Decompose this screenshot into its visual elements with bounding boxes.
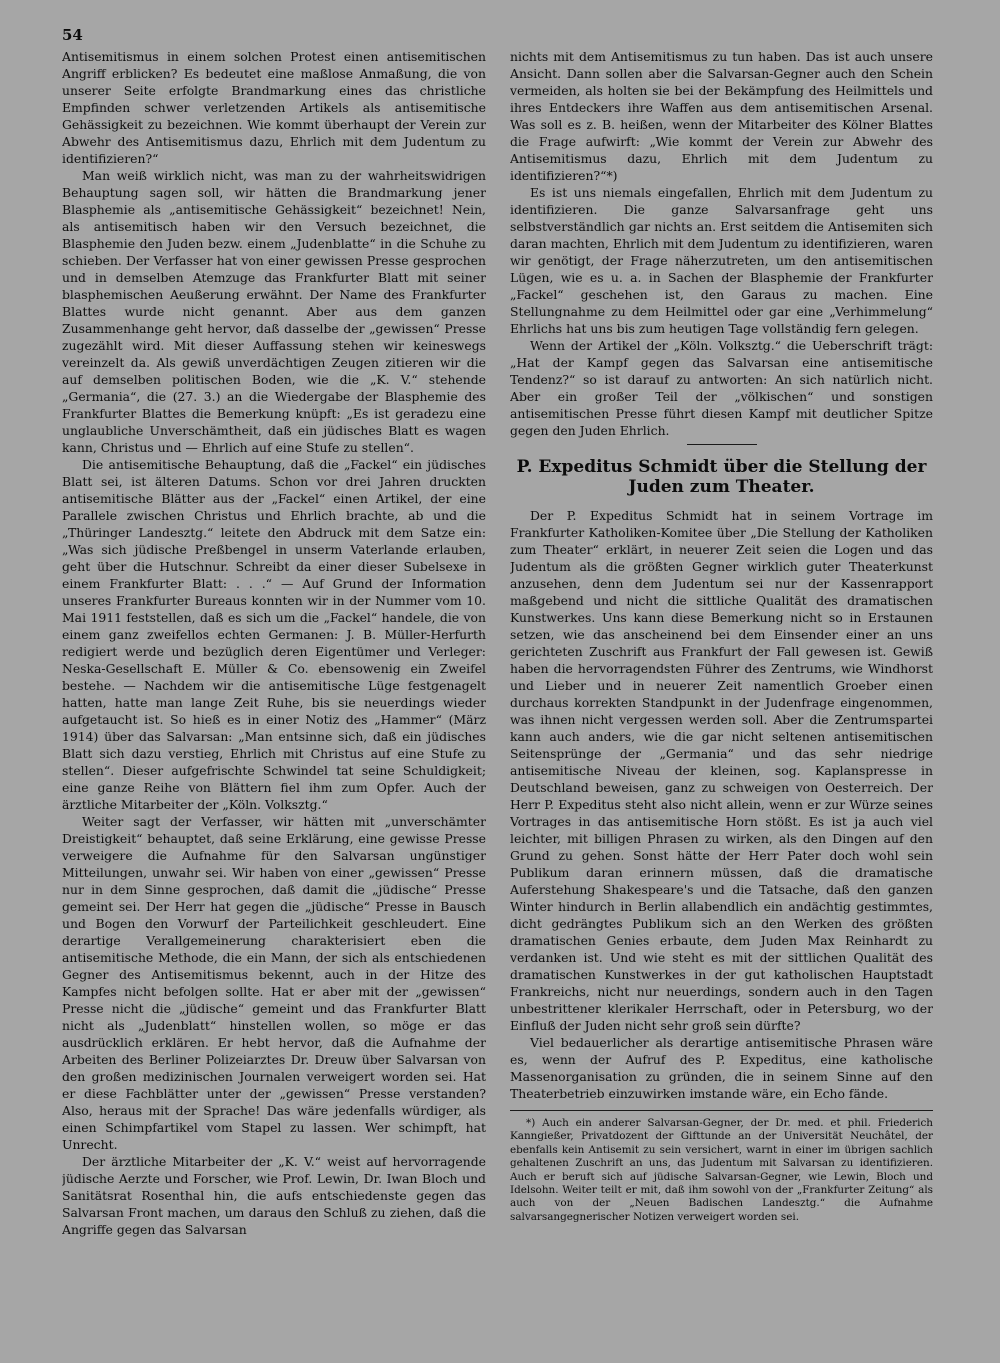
article-title: P. Expeditus Schmidt über die Stellung der Juden zum Theater. — [516, 457, 927, 497]
paragraph: Antisemitismus in einem solchen Protest einen antisemitischen Angriff erblicken? Es bedeutet eine maßlose Anmaßung, die von unserer Seite erfolgte Brandmarkung eines das christliche Empfinden schwer verletzenden Artikels als antisemitische Gehässigkeit zu bezeichnen. Wie kommt überhaupt der Verein zur Abwehr des Antisemitismus dazu, Ehrlich mit dem Judentum zu identifizieren?“ — [62, 49, 486, 166]
section-divider — [687, 444, 757, 445]
paragraph: nichts mit dem Antisemitismus zu tun haben. Das ist auch unsere Ansicht. Dann sollen aber die Salvarsan-Gegner auch den Schein vermeiden, als holten sie bei der Bekämpfung des Heilmittels und ihres Entdeckers ihre Waffen aus dem antisemitischen Arsenal. Was soll es z. B. heißen, wenn der Mitarbeiter des Kölner Blattes die Frage aufwirft: „Wie kommt der Verein zur Abwehr des Antisemitismus dazu, Ehrlich mit dem Judentum zu identifizieren?“*) — [510, 49, 933, 183]
paragraph: Die antisemitische Behauptung, daß die „Fackel“ ein jüdisches Blatt sei, ist älteren Datums. Schon vor drei Jahren druckten antisemitische Blätter aus der „Fackel“ einen Artikel, der eine Parallele zwischen Christus und Ehrlich brachte, ab und die „Thüringer Landesztg.“ leitete den Abdruck mit dem Satze ein: „Was sich jüdische Preßbengel in unserm Vaterlande erlauben, geht über die Hutschnur. Schreibt da einer dieser Subelsexe in einem Frankfurter Blatt: . . .“ — Auf Grund der Information unseres Frankfurter Bureaus konnten wir in der Nummer vom 10. Mai 1911 feststellen, daß es sich um die „Fackel“ handele, die von einem ganz zweifellos echten Germanen: J. B. Müller-Herfurth redigiert werde und bezüglich deren Eigentümer und Verleger: Neska-Gesellschaft E. Müller & Co. ebensowenig ein Zweifel bestehe. — Nachdem wir die antisemitische Lüge festgenagelt hatten, hatte man lange Zeit Ruhe, bis sie neuerdings wieder aufgetaucht ist. So hieß es in einer Notiz des „Hammer“ (März 1914) über das Salvarsan: „Man entsinne sich, daß ein jüdisches Blatt sich dazu verstieg, Ehrlich mit Christus auf eine Stufe zu stellen“. Dieser aufgefrischte Schwindel tat seine Schuldigkeit; eine ganze Reihe von Blättern fiel ihm zum Opfer. Auch der ärztliche Mitarbeiter der „Köln. Volksztg.“ — [62, 457, 486, 812]
page-number: 54 — [62, 26, 83, 44]
right-column — [510, 48, 933, 1349]
paragraph: Weiter sagt der Verfasser, wir hätten mit „unverschämter Dreistigkeit“ behauptet, daß seine Erklärung, eine gewisse Presse verweigere die Aufnahme für den Salvarsan ungünstiger Mitteilungen, unwahr sei. Wir haben von einer „gewissen“ Presse nur in dem Sinne gesprochen, daß damit die „jüdische“ Presse gemeint sei. Der Herr hat gegen die „jüdische“ Presse in Bausch und Bogen den Vorwurf der Parteilichkeit geschleudert. Eine derartige Verallgemeinerung charakterisiert eben die antisemitische Methode, die ein Mann, der sich als entschiedenen Gegner des Antisemitismus bekennt, auch in der Hitze des Kampfes nicht befolgen sollte. Hat er aber mit der „gewissen“ Presse nicht die „jüdische“ gemeint und das Frankfurter Blatt nicht als „Judenblatt“ hinstellen wollen, so möge er das ausdrücklich erklären. Er hebt hervor, daß die Aufnahme der Arbeiten des Berliner Polizeiarztes Dr. Dreuw über Salvarsan von den großen medizinischen Journalen verweigert worden sei. Hat er diese Fachblätter unter der „gewissen“ Presse verstanden? Also, heraus mit der Sprache! Das wäre jedenfalls würdiger, als einen Schimpfartikel vom Stapel zu lassen. Wer schimpft, hat Unrecht. — [62, 814, 486, 1152]
paragraph: Es ist uns niemals eingefallen, Ehrlich mit dem Judentum zu identifizieren. Die ganze Salvarsanfrage geht uns selbstverständlich gar nichts an. Erst seitdem die Antisemiten sich daran machten, Ehrlich mit dem Judentum zu identifizieren, waren wir genötigt, der Frage näherzutreten, um den antisemitischen Lügen, wie es u. a. in Sachen der Blasphemie der Frankfurter „Fackel“ geschehen ist, den Garaus zu machen. Eine Stellungnahme zu dem Heilmittel oder gar eine „Verhimmelung“ Ehrlichs hat uns bis zum heutigen Tage vollständig fern gelegen. — [510, 185, 933, 336]
paragraph: Viel bedauerlicher als derartige antisemitische Phrasen wäre es, wenn der Aufruf des P. Expeditus, eine katholische Massenorganisation zu gründen, die in seinem Sinne auf den Theaterbetrieb einzuwirken imstande wäre, ein Echo fände. — [510, 1035, 933, 1101]
footnote — [510, 1110, 933, 1224]
paragraph: Man weiß wirklich nicht, was man zu der wahrheitswidrigen Behauptung sagen soll, wir hätten die Brandmarkung jener Blasphemie als „antisemitische Gehässigkeit“ bezeichnet! Nein, als antisemitisch haben wir den Versuch bezeichnet, die Blasphemie den Juden bezw. einem „Judenblatte“ in die Schuhe zu schieben. Der Verfasser hat von einer gewissen Presse gesprochen und in demselben Atemzuge das Frankfurter Blatt mit seiner blasphemischen Aeußerung erwähnt. Der Name des Frankfurter Blattes wurde nicht genannt. Aber aus dem ganzen Zusammenhange geht hervor, daß dasselbe der „gewissen“ Presse zugezählt wird. Mit dieser Auffassung stehen wir keineswegs vereinzelt da. Als gewiß unverdächtigen Zeugen zitieren wir die auf demselben politischen Boden, wie die „K. V.“ stehende „Germania“, die (27. 3.) an die Wiedergabe der Blasphemie des Frankfurter Blattes die Bemerkung knüpft: „Es ist geradezu eine unglaubliche Unverschämtheit, daß ein jüdisches Blatt es wagen kann, Christus und — Ehrlich auf eine Stufe zu stellen“. — [62, 168, 486, 455]
paragraph: Der P. Expeditus Schmidt hat in seinem Vortrage im Frankfurter Katholiken-Komitee über „Die Stellung der Katholiken zum Theater“ erklärt, in neuerer Zeit seien die Logen und das Judentum als die größten Gegner wirklich guter Theaterkunst anzusehen, denn dem Judentum sei nur der Kassenrapport maßgebend und nicht die sittliche Qualität des dramatischen Kunstwerkes. Uns kann diese Bemerkung nicht so in Erstaunen setzen, wie das anscheinend bei dem Einsender einer an uns gerichteten Zuschrift aus Frankfurt der Fall gewesen ist. Gewiß haben die hervorragendsten Führer des Zentrums, wie Windhorst und Lieber und in neuerer Zeit namentlich Groeber einen durchaus korrekten Standpunkt in der Judenfrage eingenommen, was ihnen nicht vergessen werden soll. Aber die Zentrumspartei kann auch anders, wie die gar nicht seltenen antisemitischen Seitensprünge der „Germania“ und das sehr niedrige antisemitische Niveau der kleinen, sog. Kaplanspresse in Deutschland beweisen, ganz zu schweigen von Oesterreich. Der Herr P. Expeditus steht also nicht allein, wenn er zur Würze seines Vortrages in das antisemitische Horn stößt. Es ist ja auch viel leichter, mit billigen Phrasen zu wirken, als den Dingen auf den Grund zu gehen. Sonst hätte der Herr Pater doch wohl sein Publikum daran erinnern müssen, daß die dramatische Auferstehung Shakespeare's und die Tatsache, daß den ganzen Winter hindurch in Berlin allabendlich ein andächtig gestimmtes, dicht gedrängtes Publikum sich an den Werken des größten dramatischen Genies erbaute, dem Juden Max Reinhardt zu verdanken ist. Und wie steht es mit der sittlichen Qualität des dramatischen Kunstwerkes in der gut katholischen Hauptstadt Frankreichs, nicht nur neuerdings, sondern auch in den Tagen unbestrittener klerikaler Herrschaft, oder in Petersburg, wo der Einfluß der Juden nicht sehr groß sein dürfte? — [510, 508, 933, 1033]
paragraph: Wenn der Artikel der „Köln. Volksztg.“ die Ueberschrift trägt: „Hat der Kampf gegen das Salvarsan eine antisemitische Tendenz?“ so ist darauf zu antworten: An sich natürlich nicht. Aber ein großer Teil der „völkischen“ und sonstigen antisemitischen Presse führt diesen Kampf mit deutlicher Spitze gegen den Juden Ehrlich. — [510, 338, 933, 438]
footnote-text: *) Auch ein anderer Salvarsan-Gegner, der Dr. med. et phil. Friederich Kanngießer, Privatdozent der Gifttunde an der Universität Neuchâtel, der ebenfalls kein Antisemit zu sein versichert, warnt in einer im übrigen sachlich gehaltenen Zuschrift an uns, das Judentum mit Salvarsan zu identifizieren. Auch er beruft sich auf jüdische Salvarsan-Gegner, wie Lewin, Bloch und Idelsohn. Weiter teilt er mit, daß ihm sowohl von der „Frankfurter Zeitung“ als auch von der „Neuen Badischen Landesztg.“ die Aufnahme salvarsangegnerischer Notizen verweigert worden sei. — [510, 1117, 933, 1223]
left-column — [62, 48, 486, 1349]
paragraph: Der ärztliche Mitarbeiter der „K. V.“ weist auf hervorragende jüdische Aerzte und Forscher, wie Prof. Lewin, Dr. Iwan Bloch und Sanitätsrat Rosenthal hin, die aufs entschiedenste gegen das Salvarsan Front machen, um daraus den Schluß zu ziehen, daß die Angriffe gegen das Salvarsan — [62, 1154, 486, 1237]
